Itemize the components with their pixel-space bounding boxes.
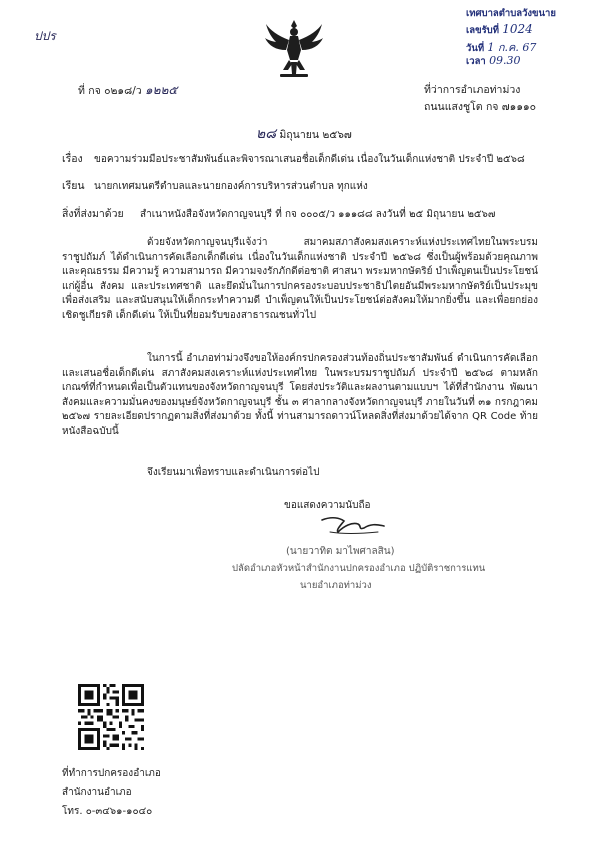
doc-date-day: ๒๘ bbox=[256, 126, 277, 142]
closing: ขอแสดงความนับถือ bbox=[284, 500, 371, 511]
receipt-stamp bbox=[466, 4, 598, 70]
subject-label: เรื่อง bbox=[62, 153, 83, 165]
sender-address-line1: ที่ว่าการอำเภอท่าม่วง bbox=[424, 84, 521, 96]
stamp-time-label: เวลา bbox=[466, 56, 486, 67]
enclosure-text: สำเนาหนังสือจังหวัดกาญจนบุรี ที่ กจ ๐๐๐๕/ว ๑๑๑๘๘ ลงวันที่ ๒๕ มิถุนายน ๒๕๖๗ bbox=[140, 209, 496, 220]
footer-office: ที่ทำการปกครองอำเภอ bbox=[62, 768, 161, 779]
footer-phone: โทร. ๐-๓๔๖๑-๑๐๔๐ bbox=[62, 806, 153, 817]
sender-address-line2: ถนนแสงชูโต กจ ๗๑๑๑๐ bbox=[424, 101, 537, 113]
stamp-date-value: 1 ก.ค. 67 bbox=[487, 41, 537, 54]
body-paragraph-1: ด้วยจังหวัดกาญจนบุรีแจ้งว่า สมาคมสภาสังคมสงเคราะห์แห่งประเทศไทยในพระบรมราชูปถัมภ์ ได้ดำเนินการคัดเลือกเด็กดีเด่น เนื่องในวันเด็กแห่งชาติ ประจำปี ๒๕๖๘ ซึ่งเป็นผู้พร้อมด้วยคุณภาพและคุณธรรม มีความรู้ ความสามารถ มีความจงรักภักดีต่อชาติ ศาสนา พระมหากษัตริย์ บำเพ็ญตนเป็นประโยชน์แก่ผู้อื่น สังคม และประเทศชาติ และยึดมั่นในการปกครองระบอบประชาธิปไตยอันมีพระมหากษัตริย์เป็นประมุข เพื่อส่งเสริม และสนับสนุนให้เด็กกระทำความดี บำเพ็ญตนให้เป็นประโยชน์ต่อสังคมให้มากยิ่งขึ้น และเพื่อยกย่องเชิดชูเกียรติ เด็กดีเด่น ให้เป็นที่ยอมรับของสาธารณชนทั่วไป bbox=[62, 237, 538, 321]
stamp-time-value: 09.30 bbox=[489, 54, 521, 67]
signer-name: (นายวาทิต มาไพศาลสิน) bbox=[286, 546, 395, 557]
signature bbox=[318, 512, 388, 538]
doc-number-hand: ๑๒๒๕ bbox=[144, 83, 178, 97]
doc-date bbox=[256, 128, 352, 142]
corner-mark: ปปร bbox=[34, 29, 56, 43]
subject-text: ขอความร่วมมือประชาสัมพันธ์และพิจารณาเสนอชื่อเด็กดีเด่น เนื่องในวันเด็กแห่งชาติ ประจำปี ๒๕๖๘ bbox=[94, 154, 525, 165]
stamp-received-label: เลขรับที่ bbox=[466, 25, 499, 36]
doc-number bbox=[78, 84, 178, 98]
stamp-received-no: 1024 bbox=[502, 22, 533, 36]
signer-title-2: นายอำเภอท่าม่วง bbox=[300, 580, 372, 591]
stamp-date-label: วันที่ bbox=[466, 43, 485, 54]
stamp-office: เทศบาลตำบลวังขนาย bbox=[466, 8, 556, 19]
doc-date-rest: มิถุนายน ๒๕๖๗ bbox=[279, 129, 352, 141]
to-text: นายกเทศมนตรีตำบลและนายกองค์การบริหารส่วนตำบล ทุกแห่ง bbox=[94, 181, 368, 192]
qr-code bbox=[78, 684, 144, 750]
body-paragraph-2: ในการนี้ อำเภอท่าม่วงจึงขอให้องค์กรปกครองส่วนท้องถิ่นประชาสัมพันธ์ ดำเนินการคัดเลือก และเสนอชื่อเด็กดีเด่น สภาสังคมสงเคราะห์แห่งประเทศไทย ในพระบรมราชูปถัมภ์ ประจำปี ๒๕๖๘ ตามหลักเกณฑ์ที่กำหนดเพื่อเป็นตัวแทนของจังหวัดกาญจนบุรี โดยส่งประวัติและผลงานตามแบบฯ ได้ที่สำนักงาน พัฒนาสังคมและความมั่นคงของมนุษย์จังหวัดกาญจนบุรี ชั้น ๓ ศาลากลางจังหวัดกาญจนบุรี ภายในวันที่ ๓๑ กรกฎาคม ๒๕๖๗ รายละเอียดปรากฏตามสิ่งที่ส่งมาด้วย ทั้งนี้ ท่านสามารถดาวน์โหลดสิ่งที่ส่งมาด้วยได้จาก QR Code ท้ายหนังสือฉบับนี้ bbox=[62, 353, 538, 437]
enclosure-label: สิ่งที่ส่งมาด้วย bbox=[62, 208, 124, 220]
doc-number-label: ที่ กจ ๐๒๑๘/ว bbox=[78, 85, 142, 97]
signer-title-1: ปลัดอำเภอหัวหน้าสำนักงานปกครองอำเภอ ปฏิบัติราชการแทน bbox=[232, 563, 486, 574]
footer-department: สำนักงานอำเภอ bbox=[62, 787, 132, 798]
to-label: เรียน bbox=[62, 180, 85, 192]
body-paragraph-3: จึงเรียนมาเพื่อทราบและดำเนินการต่อไป bbox=[147, 467, 320, 478]
garuda-emblem bbox=[262, 16, 326, 80]
